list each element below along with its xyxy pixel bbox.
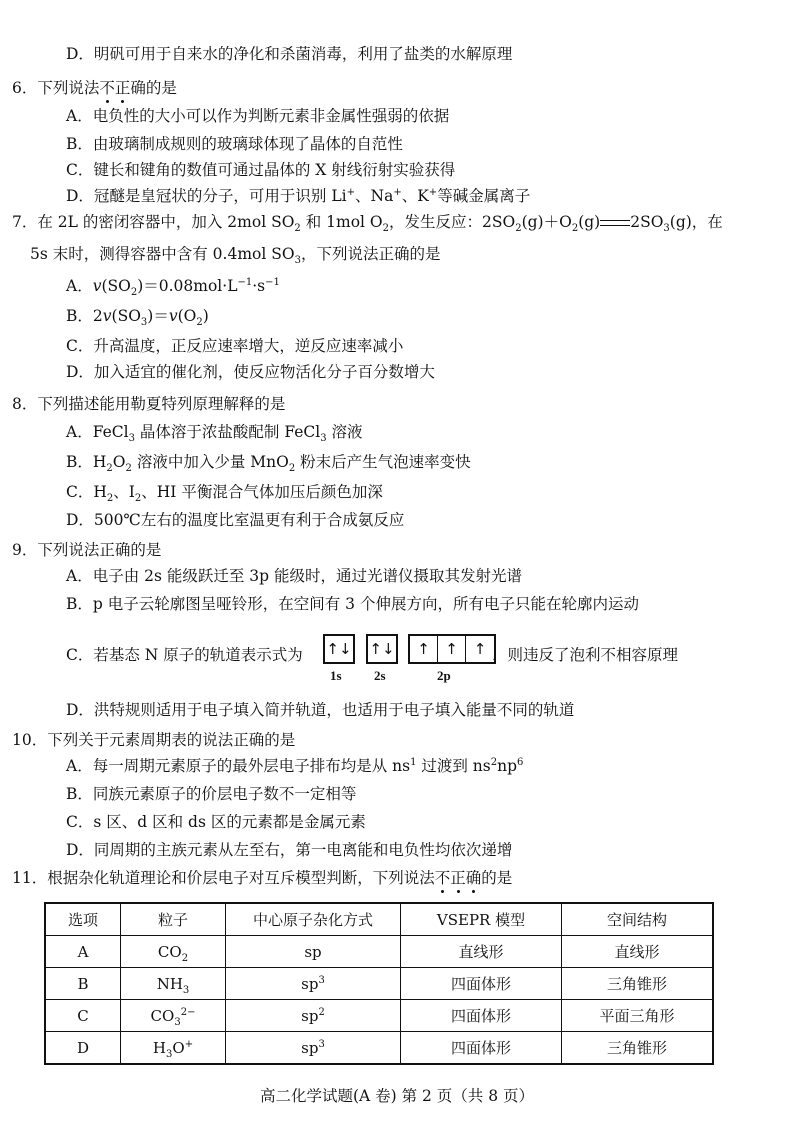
table-cell: B xyxy=(45,968,121,1000)
table-row xyxy=(45,936,713,968)
q7-stem-cont: 5s 末时，测得容器中含有 0.4mol $SO_3$，下列说法正确的是 xyxy=(30,245,441,267)
table-header: 选项 xyxy=(45,903,121,936)
table-row xyxy=(45,1000,713,1032)
orbital-cell: ↑ xyxy=(473,640,487,658)
page-footer: 高二化学试题(A 卷) 第 2 页（共 8 页） xyxy=(259,1087,535,1105)
orbital-label-2p: 2p xyxy=(437,668,451,683)
q9-option-d: D．洪特规则适用于电子填入简并轨道，也适用于电子填入能量不同的轨道 xyxy=(66,701,575,719)
q10-stem: 10．下列关于元素周期表的说法正确的是 xyxy=(12,731,296,749)
table-cell: 平面三角形 xyxy=(562,1000,714,1032)
table-cell: 四面体形 xyxy=(401,1032,562,1065)
q8-option-c: C．$H_2$、$I_2$、HI 平衡混合气体加压后颜色加深 xyxy=(66,483,383,505)
table-cell: sp xyxy=(226,936,401,968)
q8-stem: 8．下列描述能用勒夏特列原理解释的是 xyxy=(12,395,286,413)
q10-option-b: B．同族元素原子的价层电子数不一定相等 xyxy=(66,785,357,803)
q8-option-d: D．500℃左右的温度比室温更有利于合成氨反应 xyxy=(66,511,405,529)
table-cell: C xyxy=(45,1000,121,1032)
table-cell: $sp^3$ xyxy=(226,968,401,1000)
q9-option-a: A．电子由 2s 能级跃迁至 3p 能级时，通过光谱仪摄取其发射光谱 xyxy=(66,567,523,585)
q6-option-a: A．电负性的大小可以作为判断元素非金属性强弱的依据 xyxy=(66,107,450,125)
table-cell: 四面体形 xyxy=(401,1000,562,1032)
table-cell: $CO_2$ xyxy=(121,936,226,968)
table-cell: D xyxy=(45,1032,121,1065)
table-row xyxy=(45,968,713,1000)
orbital-cell: ↑ xyxy=(410,636,438,662)
q6-option-c: C．键长和键角的数值可通过晶体的 X 射线衍射实验获得 xyxy=(66,161,456,179)
q6-option-d: D．冠醚是皇冠状的分子，可用于识别 Li+、Na+、K+等碱金属离子 xyxy=(66,186,531,205)
table-header: VSEPR 模型 xyxy=(401,903,562,936)
q9-option-c-post: ，则违反了泡利不相容原理 xyxy=(492,646,679,664)
table-cell: 四面体形 xyxy=(401,968,562,1000)
q10-option-a: A．每一周期元素原子的最外层电子排布均是从 $ns^1$ 过渡到 $ns^2np^6$ xyxy=(66,756,524,775)
orbital-box-2s xyxy=(366,634,398,664)
q7-option-b: B．$2v(SO_3)=v(O_2)$ xyxy=(66,307,209,329)
equilibrium-arrow-icon xyxy=(600,217,630,229)
q7-stem: 7．在 2L 的密闭容器中，加入 2mol $SO_2$ 和 1mol $O_2$，发生反应：$2SO_2(g)+O_2(g)$ $2SO_3(g)$，在 xyxy=(12,213,723,235)
q7-option-a: A．$v(SO_2)=0.08mol\cdot L^{-1}\cdot s^{-1}$ xyxy=(66,276,280,299)
table-cell: 三角锥形 xyxy=(562,968,714,1000)
table-header: 空间结构 xyxy=(562,903,714,936)
orbital-cell: ↑↓ xyxy=(326,640,352,658)
orbital-label-1s: 1s xyxy=(330,668,342,683)
q10-option-c: C．s 区、d 区和 ds 区的元素都是金属元素 xyxy=(66,813,366,831)
q10-option-d: D．同周期的主族元素从左至右，第一电离能和电负性均依次递增 xyxy=(66,841,513,859)
orbital-cell: ↑ xyxy=(438,636,466,662)
table-cell: 直线形 xyxy=(401,936,562,968)
orbital-cell: ↑↓ xyxy=(369,640,395,658)
table-cell: $CO_3^{2-}$ xyxy=(121,1000,226,1032)
orbital-box-1s xyxy=(323,634,355,664)
q6-option-b: B．由玻璃制成规则的玻璃球体现了晶体的自范性 xyxy=(66,135,403,153)
q6-stem: 6．下列说法不正确的是 xyxy=(12,79,177,97)
table-cell: 直线形 xyxy=(562,936,714,968)
q8-option-a: A．FeCl$_3$ 晶体溶于浓盐酸配制 FeCl$_3$ 溶液 xyxy=(66,423,363,445)
q9-option-c-pre: C．若基态 N 原子的轨道表示式为 xyxy=(66,646,303,664)
q7-option-c: C．升高温度，正反应速率增大，逆反应速率减小 xyxy=(66,337,404,355)
table-cell: 三角锥形 xyxy=(562,1032,714,1065)
q9-stem: 9．下列说法正确的是 xyxy=(12,541,162,559)
q8-option-b: B．$H_2O_2$ 溶液中加入少量 MnO$_2$ 粉末后产生气泡速率变快 xyxy=(66,453,471,475)
q7-option-d: D．加入适宜的催化剂，使反应物活化分子百分数增大 xyxy=(66,363,435,381)
table-header: 粒子 xyxy=(121,903,226,936)
orbital-label-2s: 2s xyxy=(374,668,386,683)
table-header-row xyxy=(45,903,713,936)
orbital-box-2p xyxy=(408,634,496,664)
q9-option-b: B．p 电子云轮廓图呈哑铃形，在空间有 3 个伸展方向，所有电子只能在轮廓内运动 xyxy=(66,595,639,613)
table-header: 中心原子杂化方式 xyxy=(226,903,401,936)
q5-option-d: D．明矾可用于自来水的净化和杀菌消毒，利用了盐类的水解原理 xyxy=(66,45,513,63)
table-cell: A xyxy=(45,936,121,968)
table-row xyxy=(45,1032,713,1065)
table-cell: $sp^3$ xyxy=(226,1032,401,1065)
q11-stem: 11．根据杂化轨道理论和价层电子对互斥模型判断，下列说法不正确的是 xyxy=(12,869,513,887)
q11-table xyxy=(44,902,714,1065)
table-cell: $H_3O^+$ xyxy=(121,1032,226,1065)
table-cell: $sp^2$ xyxy=(226,1000,401,1032)
table-cell: $NH_3$ xyxy=(121,968,226,1000)
